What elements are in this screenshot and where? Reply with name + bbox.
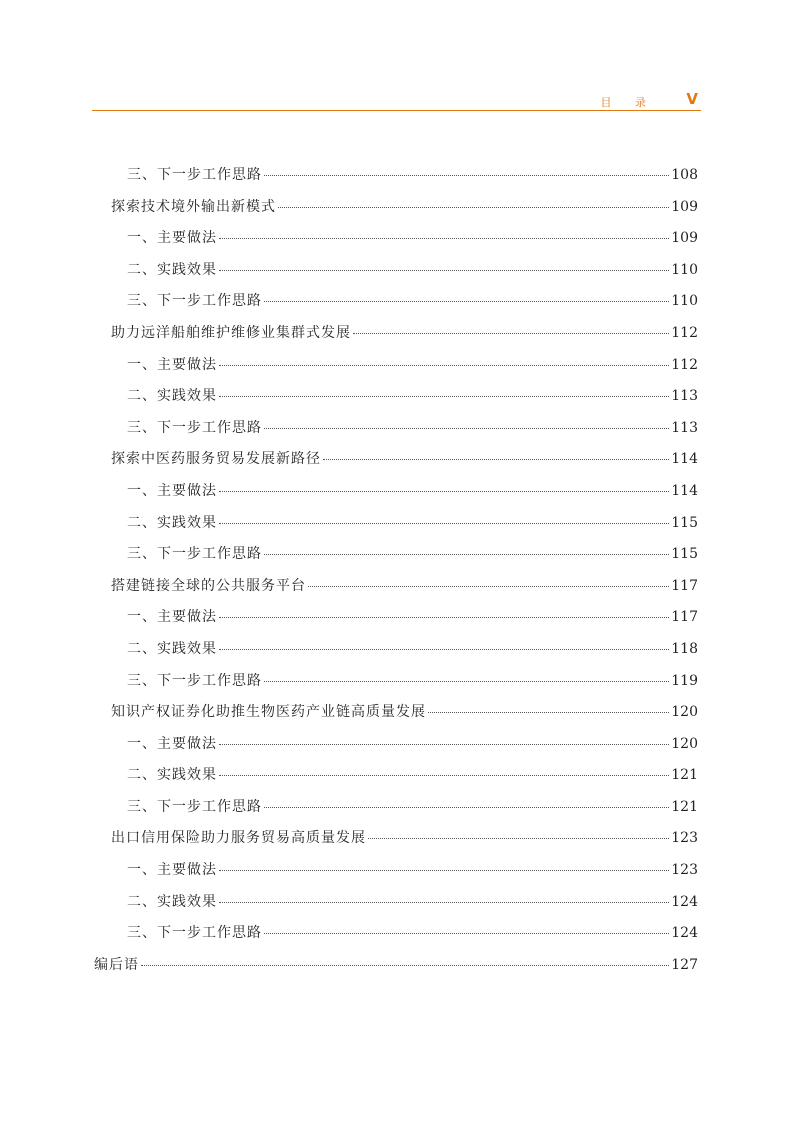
toc-subsection-entry[interactable]: [92, 286, 698, 318]
dot-leader: [264, 681, 669, 682]
toc-entry-label: 三、下一步工作思路: [127, 798, 262, 815]
header-page-number: V: [686, 90, 698, 108]
toc-entry-label: 出口信用保险助力服务贸易高质量发展: [111, 830, 366, 847]
toc-entry-label: 二、实践效果: [127, 893, 217, 910]
toc-entry-page-number: 115: [671, 514, 698, 531]
toc-entry-page-number: 120: [671, 704, 698, 721]
dot-leader: [141, 965, 669, 966]
toc-entry-label: 一、主要做法: [127, 735, 217, 752]
toc-entry-page-number: 110: [671, 261, 698, 278]
dot-leader: [219, 744, 669, 745]
toc-entry-label: 三、下一步工作思路: [127, 293, 262, 310]
toc-subsection-entry[interactable]: [92, 634, 698, 666]
toc-subsection-entry[interactable]: [92, 729, 698, 761]
toc-entry-page-number: 114: [671, 451, 698, 468]
dot-leader: [219, 270, 669, 271]
toc-section-entry[interactable]: [92, 571, 698, 603]
toc-entry-page-number: 108: [671, 167, 698, 183]
toc-entry-label: 一、主要做法: [127, 482, 217, 499]
toc-section-entry[interactable]: [92, 697, 698, 729]
toc-entry-page-number: 113: [671, 388, 698, 405]
dot-leader: [219, 365, 669, 366]
toc-entry-label: 一、主要做法: [127, 609, 217, 626]
page-header: [92, 88, 700, 110]
toc-section-entry[interactable]: [92, 823, 698, 855]
toc-section-entry[interactable]: [92, 444, 698, 476]
toc-entry-label: 三、下一步工作思路: [127, 925, 262, 942]
toc-entry-page-number: 123: [671, 862, 698, 879]
toc-entry-page-number: 124: [671, 925, 698, 942]
toc-entry-page-number: 119: [671, 672, 698, 689]
toc-subsection-entry[interactable]: [92, 223, 698, 255]
toc-entry-label: 一、主要做法: [127, 862, 217, 879]
toc-entry-page-number: 127: [671, 956, 698, 973]
toc-section-entry[interactable]: [92, 318, 698, 350]
dot-leader: [264, 554, 669, 555]
toc-entry-label: 二、实践效果: [127, 261, 217, 278]
dot-leader: [219, 523, 669, 524]
toc-entry-page-number: 123: [671, 830, 698, 847]
toc-subsection-entry[interactable]: [92, 508, 698, 540]
toc-subsection-entry[interactable]: [92, 760, 698, 792]
toc-entry-label: 二、实践效果: [127, 640, 217, 657]
dot-leader: [219, 775, 669, 776]
dot-leader: [219, 649, 669, 650]
toc-entry-label: 探索技术境外输出新模式: [111, 198, 276, 215]
toc-entry-label: 三、下一步工作思路: [127, 419, 262, 436]
toc-entry-page-number: 115: [671, 546, 698, 563]
dot-leader: [264, 807, 669, 808]
toc-entry-page-number: 109: [671, 230, 698, 247]
toc-entry-label: 一、主要做法: [127, 356, 217, 373]
dot-leader: [219, 870, 669, 871]
dot-leader: [219, 491, 669, 492]
table-of-contents: [92, 160, 698, 981]
dot-leader: [219, 902, 669, 903]
dot-leader: [278, 207, 669, 208]
dot-leader: [308, 586, 669, 587]
toc-entry-page-number: 121: [671, 767, 698, 784]
toc-entry-page-number: 118: [671, 640, 698, 657]
dot-leader: [323, 459, 669, 460]
dot-leader: [219, 396, 669, 397]
toc-entry-label: 二、实践效果: [127, 767, 217, 784]
dot-leader: [353, 333, 669, 334]
toc-entry-label: 知识产权证券化助推生物医药产业链高质量发展: [111, 704, 426, 721]
toc-entry-label: 助力远洋船舶维护维修业集群式发展: [111, 324, 351, 341]
dot-leader: [219, 617, 669, 618]
toc-entry-label: 二、实践效果: [127, 388, 217, 405]
toc-subsection-entry[interactable]: [92, 160, 698, 192]
toc-chapter-entry[interactable]: [92, 950, 698, 982]
dot-leader: [264, 933, 669, 934]
dot-leader: [219, 238, 669, 239]
dot-leader: [428, 712, 669, 713]
toc-subsection-entry[interactable]: [92, 350, 698, 382]
toc-entry-page-number: 114: [671, 482, 698, 499]
toc-entry-label: 三、下一步工作思路: [127, 167, 262, 183]
toc-entry-label: 二、实践效果: [127, 514, 217, 531]
toc-subsection-entry[interactable]: [92, 855, 698, 887]
toc-subsection-entry[interactable]: [92, 381, 698, 413]
toc-entry-page-number: 112: [671, 356, 698, 373]
toc-entry-page-number: 112: [671, 324, 698, 341]
toc-entry-page-number: 113: [671, 419, 698, 436]
toc-subsection-entry[interactable]: [92, 476, 698, 508]
dot-leader: [264, 428, 669, 429]
header-title: 目 录: [600, 96, 656, 109]
toc-subsection-entry[interactable]: [92, 666, 698, 698]
toc-entry-page-number: 117: [671, 609, 698, 626]
toc-entry-label: 三、下一步工作思路: [127, 672, 262, 689]
toc-entry-page-number: 124: [671, 893, 698, 910]
toc-entry-label: 三、下一步工作思路: [127, 546, 262, 563]
toc-subsection-entry[interactable]: [92, 918, 698, 950]
toc-entry-label: 探索中医药服务贸易发展新路径: [111, 451, 321, 468]
toc-subsection-entry[interactable]: [92, 539, 698, 571]
dot-leader: [368, 838, 669, 839]
toc-entry-page-number: 117: [671, 577, 698, 594]
toc-subsection-entry[interactable]: [92, 413, 698, 445]
toc-entry-page-number: 109: [671, 198, 698, 215]
toc-entry-page-number: 110: [671, 293, 698, 310]
header-divider: [92, 110, 701, 111]
toc-entry-page-number: 120: [671, 735, 698, 752]
toc-subsection-entry[interactable]: [92, 887, 698, 919]
toc-subsection-entry[interactable]: [92, 792, 698, 824]
toc-section-entry[interactable]: [92, 192, 698, 224]
dot-leader: [264, 301, 669, 302]
toc-entry-page-number: 121: [671, 798, 698, 815]
toc-subsection-entry[interactable]: [92, 255, 698, 287]
toc-entry-label: 一、主要做法: [127, 230, 217, 247]
toc-entry-label: 搭建链接全球的公共服务平台: [111, 577, 306, 594]
toc-entry-label: 编后语: [94, 956, 139, 973]
dot-leader: [264, 175, 669, 176]
toc-subsection-entry[interactable]: [92, 602, 698, 634]
